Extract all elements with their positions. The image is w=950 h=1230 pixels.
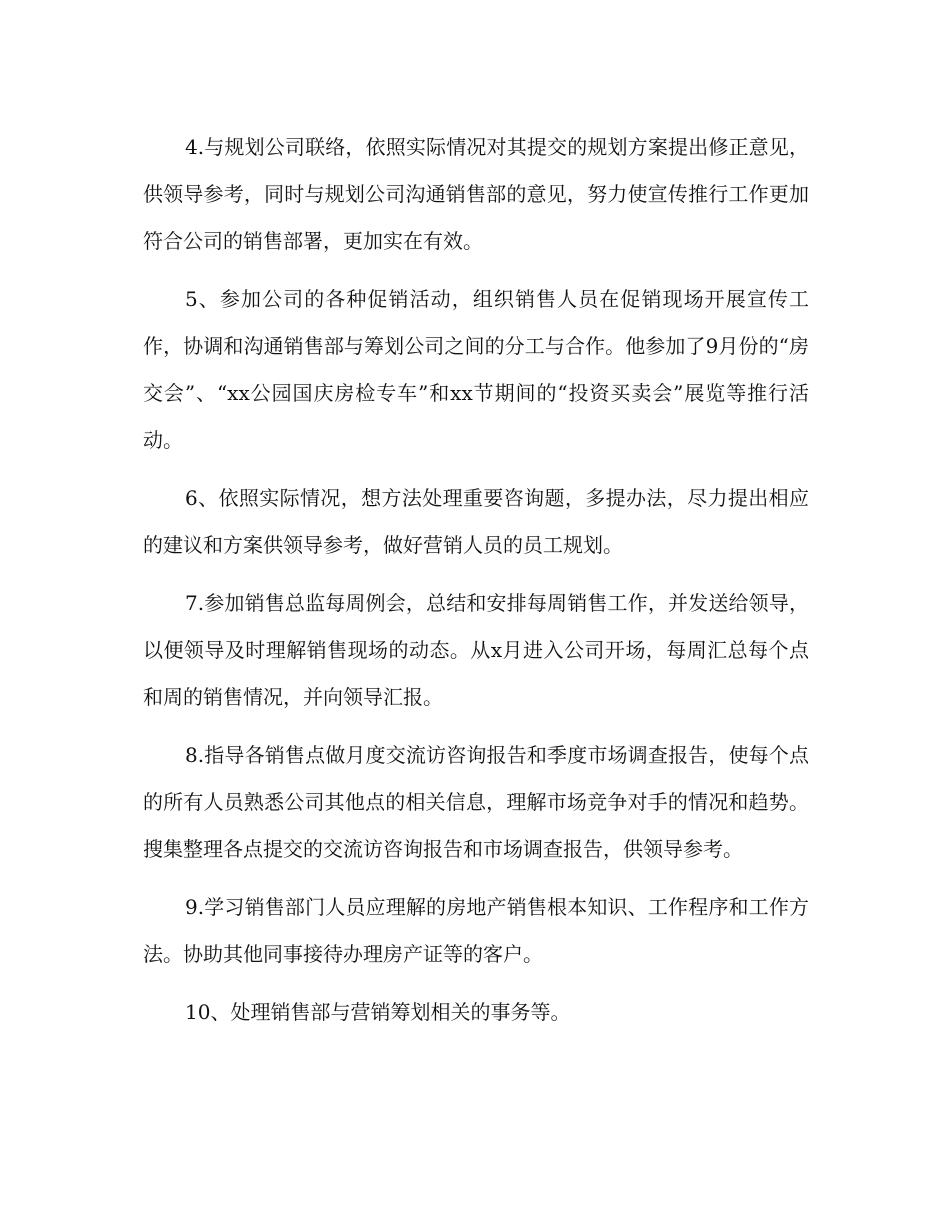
paragraph-item-10: 10、处理销售部与营销筹划相关的事务等。 [185, 1000, 571, 1024]
paragraph-item-9: 9.学习销售部门人员应理解的房地产销售根本知识、工作程序和工作方法。协助其他同事接待办理房产证等的客户。 [143, 895, 809, 966]
paragraph-item-6: 6、依照实际情况，想方法处理重要咨询题，多提办法，尽力提出相应的建议和方案供领导参考，做好营销人员的员工规划。 [143, 486, 809, 557]
paragraph-item-4: 4.与规划公司联络，依照实际情况对其提交的规划方案提出修正意见，供领导参考，同时与规划公司沟通销售部的意见，努力使宣传推行工作更加符合公司的销售部署，更加实在有效。 [143, 135, 809, 253]
paragraph-item-5: 5、参加公司的各种促销活动，组织销售人员在促销现场开展宣传工作，协调和沟通销售部与筹划公司之间的分工与合作。他参加了9月份的“房交会”、“xx公园国庆房检专车”和xx节期间的“投资买卖会”展览等推行活动。 [143, 287, 809, 452]
paragraph-item-8: 8.指导各销售点做月度交流访咨询报告和季度市场调查报告，使每个点的所有人员熟悉公司其他点的相关信息，理解市场竞争对手的情况和趋势。搜集整理各点提交的交流访咨询报告和市场调查报告，供领导参考。 [143, 743, 809, 861]
paragraph-item-7: 7.参加销售总监每周例会，总结和安排每周销售工作，并发送给领导，以便领导及时理解销售现场的动态。从x月进入公司开场，每周汇总每个点和周的销售情况，并向领导汇报。 [143, 591, 809, 709]
document-body [143, 124, 809, 1047]
